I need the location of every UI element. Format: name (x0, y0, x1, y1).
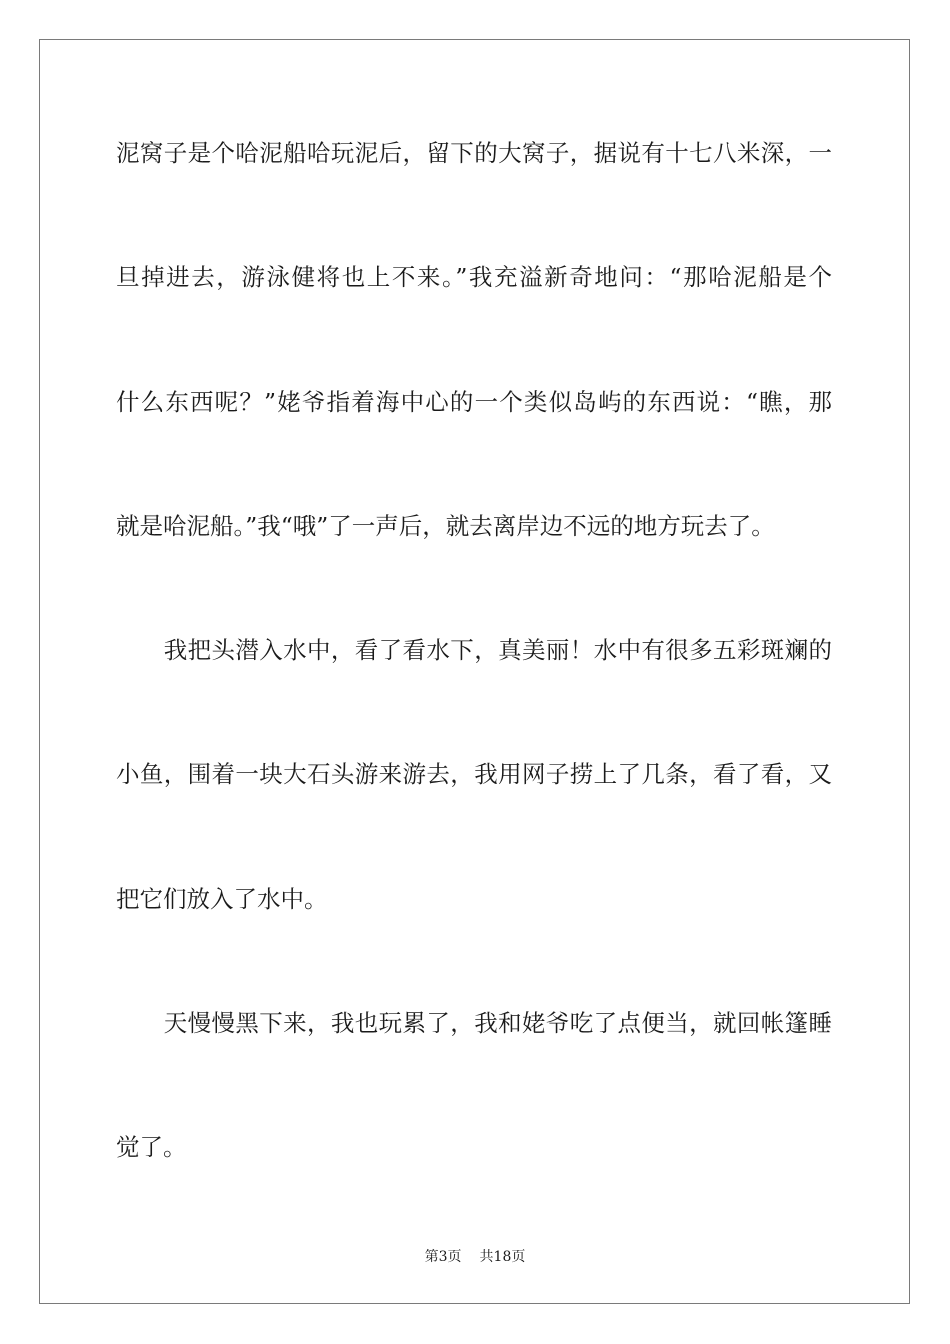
text-line-8: 天慢慢黑下来，我也玩累了，我和姥爷吃了点便当，就回帐篷睡 (116, 1009, 832, 1037)
text-line-4: 就是哈泥船。”我“哦”了一声后，就去离岸边不远的地方玩去了。 (116, 512, 775, 540)
page-total: 共18页 (479, 1249, 526, 1265)
text-line-3: 什么东西呢？”姥爷指着海中心的一个类似岛屿的东西说：“瞧，那 (116, 388, 832, 416)
text-line-7: 把它们放入了水中。 (116, 885, 328, 913)
text-line-9: 觉了。 (116, 1133, 187, 1161)
page-number: 第3页 (424, 1249, 462, 1265)
page-frame (39, 39, 910, 1304)
text-line-5: 我把头潜入水中，看了看水下，真美丽！水中有很多五彩斑斓的 (116, 636, 832, 664)
page-footer (0, 1246, 950, 1266)
text-line-2: 旦掉进去，游泳健将也上不来。”我充溢新奇地问：“那哈泥船是个 (116, 263, 832, 291)
text-line-1: 泥窝子是个哈泥船哈玩泥后，留下的大窝子，据说有十七八米深，一 (116, 139, 832, 167)
text-line-6: 小鱼，围着一块大石头游来游去，我用网子捞上了几条，看了看，又 (116, 760, 832, 788)
